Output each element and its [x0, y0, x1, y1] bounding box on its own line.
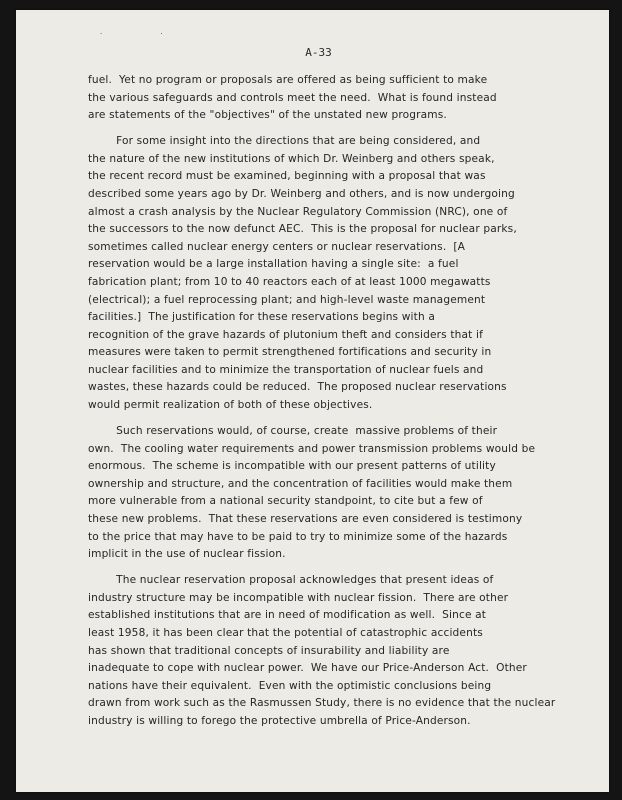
- text-line: would permit realization of both of these objectives.: [88, 399, 373, 412]
- text-line: the successors to the now defunct AEC. This is the proposal for nuclear parks,: [88, 223, 517, 236]
- text-line: The nuclear reservation proposal acknowledges that present ideas of: [88, 574, 494, 587]
- paragraph-1: [88, 72, 584, 125]
- text-line: has shown that traditional concepts of insurability and liability are: [88, 644, 450, 657]
- text-line: nations have their equivalent. Even with the optimistic conclusions being: [88, 679, 492, 692]
- text-line: more vulnerable from a national security standpoint, to cite but a few of: [88, 495, 483, 508]
- text-line: measures were taken to permit strengthened fortifications and security in: [88, 346, 492, 359]
- text-line: fuel. Yet no program or proposals are offered as being sufficient to make: [88, 74, 488, 86]
- document-page: [16, 10, 609, 792]
- text-line: established institutions that are in need of modification as well. Since at: [88, 609, 487, 622]
- text-line: fabrication plant; from 10 to 40 reactors each of at least 1000 megawatts: [88, 275, 491, 288]
- text-line: drawn from work such as the Rasmussen Study, there is no evidence that the nuclear: [88, 697, 556, 710]
- text-line: wastes, these hazards could be reduced. The proposed nuclear reservations: [88, 381, 507, 394]
- text-line: For some insight into the directions that are being considered, and: [88, 135, 481, 148]
- text-line: own. The cooling water requirements and power transmission problems would be: [88, 442, 536, 455]
- text-line: least 1958, it has been clear that the potential of catastrophic accidents: [88, 626, 483, 639]
- text-line: ownership and structure, and the concentration of facilities would make them: [88, 477, 513, 490]
- text-line: the recent record must be examined, beginning with a proposal that was: [88, 170, 486, 183]
- text-line: to the price that may have to be paid to try to minimize some of the hazards: [88, 530, 508, 543]
- text-line: facilities.] The justification for these reservations begins with a: [88, 311, 435, 324]
- text-line: nuclear facilities and to minimize the transportation of nuclear fuels and: [88, 363, 484, 376]
- paragraph-2: [88, 133, 584, 415]
- paragraph-3: [88, 423, 584, 564]
- text-line: inadequate to cope with nuclear power. We have our Price-Anderson Act. Other: [88, 662, 527, 675]
- text-line: are statements of the "objectives" of the unstated new programs.: [88, 109, 447, 122]
- text-line: reservation would be a large installation having a single site: a fuel: [88, 258, 459, 271]
- paragraph-4: [88, 572, 584, 730]
- text-line: Such reservations would, of course, create massive problems of their: [88, 425, 498, 438]
- text-line: industry is willing to forego the protective umbrella of Price-Anderson.: [88, 714, 471, 727]
- text-line: the various safeguards and controls meet the need. What is found instead: [88, 91, 497, 104]
- text-line: enormous. The scheme is incompatible with our present patterns of utility: [88, 460, 496, 473]
- text-line: the nature of the new institutions of which Dr. Weinberg and others speak,: [88, 152, 495, 165]
- page-number: A-33: [305, 46, 332, 59]
- text-line: sometimes called nuclear energy centers or nuclear reservations. [A: [88, 240, 466, 253]
- text-line: implicit in the use of nuclear fission.: [88, 548, 286, 561]
- text-line: (electrical); a fuel reprocessing plant; and high-level waste management: [88, 293, 486, 306]
- text-line: almost a crash analysis by the Nuclear Regulatory Commission (NRC), one of: [88, 205, 508, 218]
- scan-specks: . .: [100, 28, 191, 36]
- text-line: industry structure may be incompatible with nuclear fission. There are other: [88, 591, 509, 604]
- document-body: [88, 72, 584, 739]
- text-line: these new problems. That these reservations are even considered is testimony: [88, 513, 523, 526]
- text-line: recognition of the grave hazards of plutonium theft and considers that if: [88, 328, 483, 341]
- text-line: described some years ago by Dr. Weinberg and others, and is now undergoing: [88, 187, 515, 200]
